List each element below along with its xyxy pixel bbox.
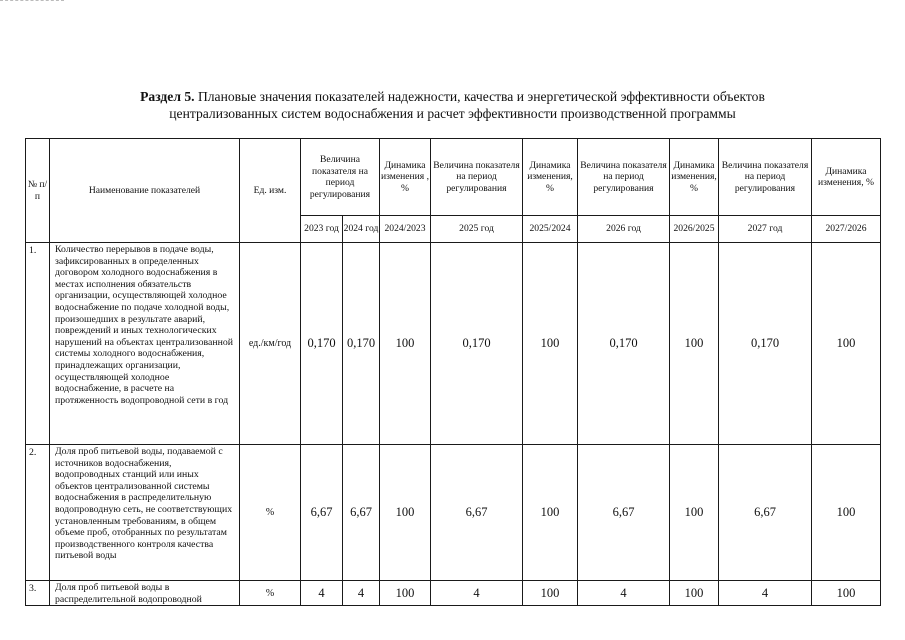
- heading-line-2: централизованных систем водоснабжения и расчет эффективности производственной программы: [169, 106, 736, 121]
- value-2027: 0,170: [719, 243, 812, 445]
- subheader-2025: 2025 год: [431, 216, 523, 243]
- value-2023: 0,170: [301, 243, 343, 445]
- header-num: № п/п: [26, 139, 50, 243]
- header-dynamics-3: Динамика изменения, %: [670, 139, 719, 216]
- header-row: [26, 139, 881, 216]
- subheader-2027: 2027 год: [719, 216, 812, 243]
- indicator-name: Количество перерывов в подаче воды, зафиксированных в определенных договором холодного водоснабжения в местах исполнения обязательств организации, осуществляющей холодное водоснабжение по подаче холодной воды, произошедших в результате аварий, повреждений и иных технологических нарушений на объектах централизованной системы холодного водоснабжения, принадлежащих организации, осуществляющей холодное водоснабжение, в расчете на протяженность водопроводной сети в год: [50, 243, 240, 445]
- value-2026: 0,170: [578, 243, 670, 445]
- table-row: [26, 581, 881, 606]
- dynamics-2026: 100: [670, 243, 719, 445]
- header-unit: Ед. изм.: [240, 139, 301, 243]
- subheader-d2024: 2024/2023: [380, 216, 431, 243]
- header-dynamics-2: Динамика изменения, %: [523, 139, 578, 216]
- dynamics-2024: 100: [380, 243, 431, 445]
- value-2024: 4: [343, 581, 380, 606]
- header-dynamics-1: Динамика изменения , %: [380, 139, 431, 216]
- section-label: Раздел 5.: [140, 89, 195, 104]
- value-2026: 4: [578, 581, 670, 606]
- heading-text-1: Плановые значения показателей надежности, качества и энергетической эффективности объектов: [197, 89, 765, 104]
- dynamics-2027: 100: [812, 445, 881, 581]
- value-2026: 6,67: [578, 445, 670, 581]
- dynamics-2025: 100: [523, 243, 578, 445]
- subheader-2024: 2024 год: [343, 216, 380, 243]
- row-number: 2.: [26, 445, 50, 581]
- dynamics-2024: 100: [380, 445, 431, 581]
- value-2027: 4: [719, 581, 812, 606]
- row-number: 1.: [26, 243, 50, 445]
- value-2025: 4: [431, 581, 523, 606]
- indicator-name: Доля проб питьевой воды в распределительной водопроводной: [50, 581, 240, 606]
- indicator-unit: %: [240, 445, 301, 581]
- dynamics-2027: 100: [812, 581, 881, 606]
- header-value-base: Величина показателя на период регулирования: [301, 139, 380, 216]
- scan-artifact: [0, 0, 64, 4]
- indicator-unit: %: [240, 581, 301, 606]
- header-dynamics-4: Динамика изменения, %: [812, 139, 881, 216]
- value-2025: 0,170: [431, 243, 523, 445]
- subheader-d2027: 2027/2026: [812, 216, 881, 243]
- dynamics-2026: 100: [670, 581, 719, 606]
- dynamics-2024: 100: [380, 581, 431, 606]
- dynamics-2025: 100: [523, 445, 578, 581]
- value-2027: 6,67: [719, 445, 812, 581]
- indicator-name: Доля проб питьевой воды, подаваемой с источников водоснабжения, водопроводных станций или иных объектов централизованной системы водоснабжения в распределительную водопроводную сеть, не соответствующих установленным требованиям, в общем объеме проб, отобранных по результатам производственного контроля качества питьевой воды: [50, 445, 240, 581]
- subheader-2026: 2026 год: [578, 216, 670, 243]
- header-name: Наименование показателей: [50, 139, 240, 243]
- subheader-2023: 2023 год: [301, 216, 343, 243]
- indicators-table: [25, 138, 881, 606]
- dynamics-2026: 100: [670, 445, 719, 581]
- value-2025: 6,67: [431, 445, 523, 581]
- dynamics-2027: 100: [812, 243, 881, 445]
- indicator-unit: ед./км/год: [240, 243, 301, 445]
- value-2023: 6,67: [301, 445, 343, 581]
- table-row: [26, 445, 881, 581]
- dynamics-2025: 100: [523, 581, 578, 606]
- header-value-2026: Величина показателя на период регулирования: [578, 139, 670, 216]
- header-value-2025: Величина показателя на период регулирования: [431, 139, 523, 216]
- subheader-d2025: 2025/2024: [523, 216, 578, 243]
- value-2023: 4: [301, 581, 343, 606]
- value-2024: 0,170: [343, 243, 380, 445]
- row-number: 3.: [26, 581, 50, 606]
- value-2024: 6,67: [343, 445, 380, 581]
- table-row: [26, 243, 881, 445]
- subheader-d2026: 2026/2025: [670, 216, 719, 243]
- header-value-2027: Величина показателя на период регулирования: [719, 139, 812, 216]
- section-heading: [60, 88, 845, 122]
- heading-line-1: [60, 88, 845, 105]
